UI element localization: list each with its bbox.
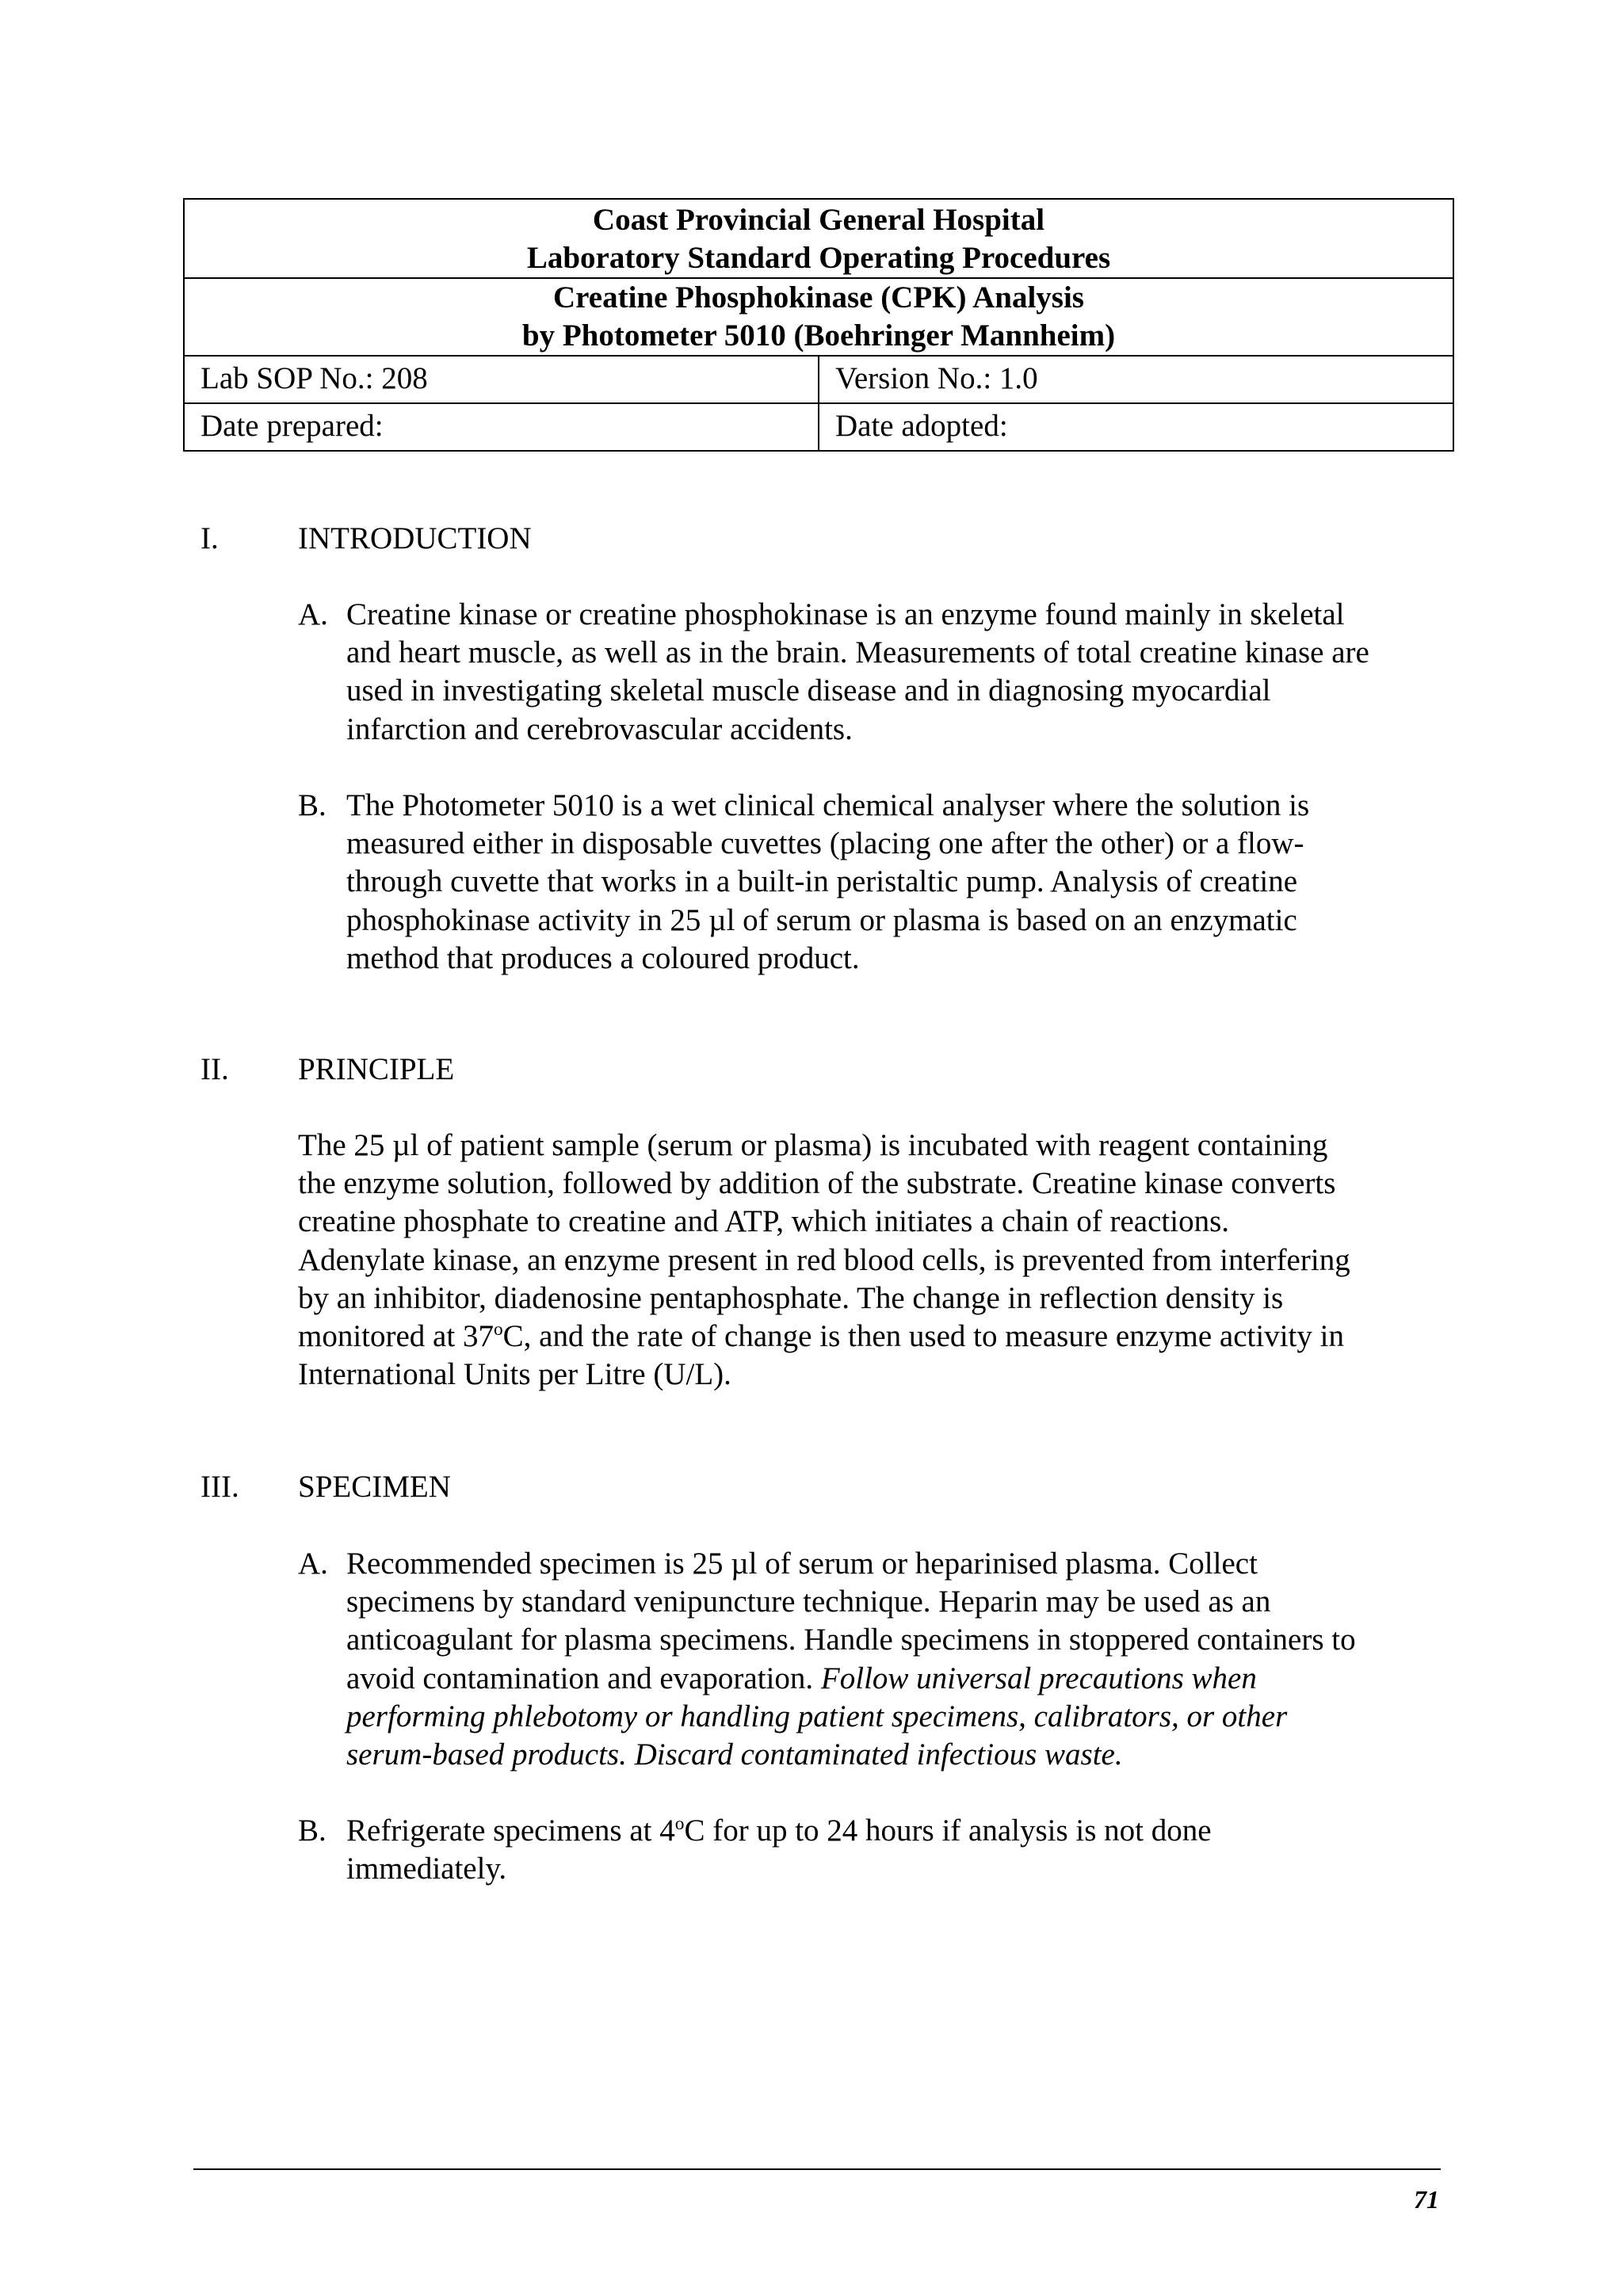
text-line: International Units per Litre (U/L).: [298, 1357, 731, 1392]
text-line: the enzyme solution, followed by addition of the substrate. Creatine kinase converts: [298, 1166, 1336, 1201]
precaution-text: serum-based products. Discard contaminated infectious waste.: [346, 1737, 1123, 1772]
text-line: infarction and cerebrovascular accidents.: [346, 711, 853, 746]
date-adopted: Date adopted:: [819, 403, 1453, 451]
text-segment: monitored at 37: [298, 1319, 494, 1354]
header-procedure-cell: [184, 278, 1453, 356]
degree-superscript: o: [674, 1814, 685, 1834]
text-line: method that produces a coloured product.: [346, 940, 860, 975]
item-text: [346, 1812, 1464, 1888]
text-line: phosphokinase activity in 25 µl of serum or plasma is based on an enzymatic: [346, 902, 1297, 937]
lab-sop-number: Lab SOP No.: 208: [184, 356, 819, 403]
degree-superscript: o: [493, 1319, 503, 1341]
date-prepared: Date prepared:: [184, 403, 819, 451]
version-number: Version No.: 1.0: [819, 356, 1453, 403]
hospital-name: Coast Provincial General Hospital: [592, 203, 1045, 237]
text-line: specimens by standard venipuncture technique. Heparin may be used as an: [346, 1585, 1271, 1619]
header-hospital-cell: [184, 199, 1453, 278]
text-line: creatine phosphate to creatine and ATP, which initiates a chain of reactions.: [298, 1204, 1230, 1239]
page-number: 71: [1414, 2185, 1439, 2214]
precaution-text: performing phlebotomy or handling patient specimens, calibrators, or other: [346, 1699, 1288, 1733]
item-text: [346, 787, 1464, 978]
precaution-text: Follow universal precautions when: [820, 1661, 1257, 1695]
item-text: [346, 1545, 1464, 1774]
text-line: Adenylate kinase, an enzyme present in red blood cells, is prevented from interfering: [298, 1242, 1350, 1277]
text-segment: avoid contamination and evaporation.: [346, 1661, 821, 1695]
text-line: used in investigating skeletal muscle disease and in diagnosing myocardial: [346, 673, 1271, 708]
item-text: [346, 596, 1464, 749]
text-line: measured either in disposable cuvettes (placing one after the other) or a flow-: [346, 826, 1304, 861]
section-title: SPECIMEN: [298, 1470, 451, 1504]
principle-paragraph: [298, 1127, 1463, 1394]
section-title: PRINCIPLE: [298, 1052, 455, 1086]
text-line: and heart muscle, as well as in the brain. Measurements of total creatine kinase are: [346, 635, 1369, 670]
text-line: The 25 µl of patient sample (serum or plasma) is incubated with reagent containing: [298, 1128, 1328, 1162]
text-line: The Photometer 5010 is a wet clinical chemical analyser where the solution is: [346, 788, 1310, 822]
text-line: through cuvette that works in a built-in peristaltic pump. Analysis of creatine: [346, 864, 1298, 899]
section-number: II.: [200, 1052, 229, 1086]
section-number: III.: [200, 1470, 239, 1504]
sop-title: Laboratory Standard Operating Procedures: [526, 241, 1111, 275]
footer-divider: [193, 2168, 1441, 2170]
text-line: [298, 1318, 1463, 1356]
text-line: Recommended specimen is 25 µl of serum or heparinised plasma. Collect: [346, 1547, 1258, 1581]
text-line: [346, 1660, 1464, 1698]
text-line: anticoagulant for plasma specimens. Handle specimens in stoppered containers to: [346, 1623, 1356, 1657]
item-marker: A.: [298, 1547, 328, 1581]
procedure-title-line1: Creatine Phosphokinase (CPK) Analysis: [553, 280, 1084, 315]
procedure-title-line2: by Photometer 5010 (Boehringer Mannheim): [521, 318, 1116, 353]
item-marker: A.: [298, 597, 328, 631]
text-line: Creatine kinase or creatine phosphokinase is an enzyme found mainly in skeletal: [346, 597, 1345, 631]
sop-header-table: [183, 198, 1454, 452]
item-marker: B.: [298, 788, 327, 822]
text-segment: C, and the rate of change is then used to measure enzyme activity in: [502, 1319, 1344, 1354]
item-marker: B.: [298, 1814, 327, 1848]
text-line: [346, 1812, 1464, 1850]
text-line: immediately.: [346, 1852, 507, 1886]
section-number: I.: [200, 521, 219, 555]
text-segment: Refrigerate specimens at 4: [346, 1814, 675, 1848]
section-title: INTRODUCTION: [298, 521, 532, 555]
text-segment: C for up to 24 hours if analysis is not done: [684, 1814, 1212, 1848]
text-line: by an inhibitor, diadenosine pentaphosphate. The change in reflection density is: [298, 1280, 1284, 1315]
